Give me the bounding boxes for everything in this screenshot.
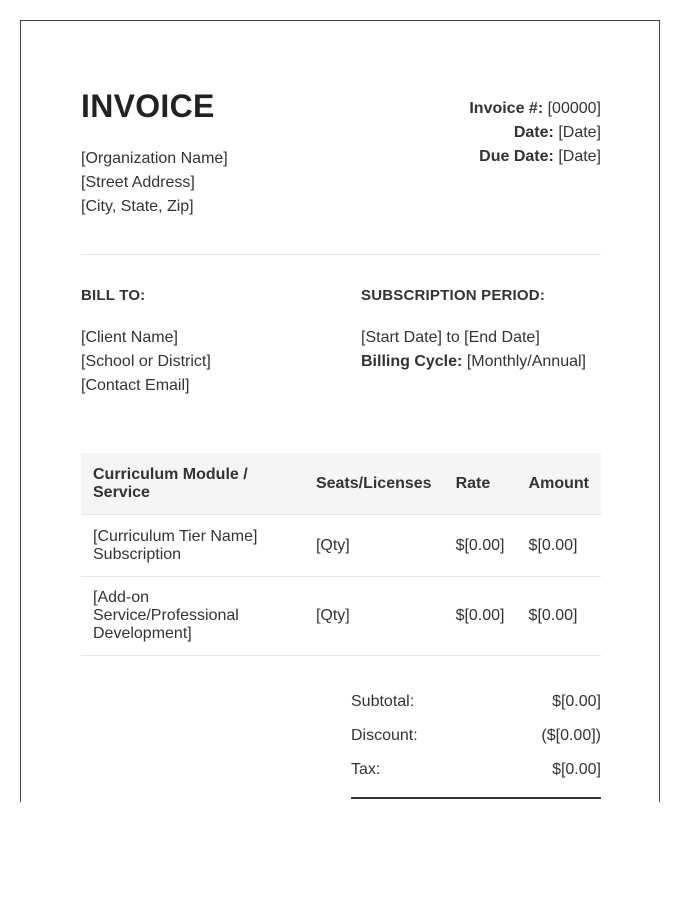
table-header-row xyxy=(81,453,601,515)
invoice-page xyxy=(20,20,660,802)
organization-address xyxy=(81,147,228,219)
tax-label: Tax: xyxy=(351,761,381,778)
subtotal-row xyxy=(351,689,601,723)
organization-street: [Street Address] xyxy=(81,174,195,191)
billing-cycle-line xyxy=(361,350,586,374)
subtotal-label: Subtotal: xyxy=(351,693,415,710)
subscription-period-section xyxy=(361,286,586,374)
invoice-date-line xyxy=(469,121,601,145)
due-date-value: [Date] xyxy=(558,148,601,165)
bill-to-heading: BILL TO: xyxy=(81,287,146,304)
discount-value: ($[0.00]) xyxy=(541,727,601,744)
header-divider xyxy=(81,254,601,255)
item-amount: $[0.00] xyxy=(517,515,601,577)
discount-row xyxy=(351,723,601,757)
column-header-seats: Seats/Licenses xyxy=(305,453,444,515)
bill-to-section xyxy=(81,286,211,398)
item-rate: $[0.00] xyxy=(444,577,517,656)
discount-label: Discount: xyxy=(351,727,418,744)
item-amount: $[0.00] xyxy=(517,577,601,656)
item-rate: $[0.00] xyxy=(444,515,517,577)
bill-to-details xyxy=(81,326,211,398)
invoice-meta xyxy=(469,97,601,169)
subtotal-value: $[0.00] xyxy=(552,693,601,710)
tax-row xyxy=(351,757,601,791)
totals-section xyxy=(351,689,601,791)
subscription-period-range: [Start Date] to [End Date] xyxy=(361,329,540,346)
due-date-line xyxy=(469,145,601,169)
billing-cycle-label: Billing Cycle: xyxy=(361,353,463,370)
invoice-number-value: [00000] xyxy=(547,100,601,117)
line-items-table xyxy=(81,453,601,656)
due-date-label: Due Date: xyxy=(479,148,554,165)
invoice-date-value: [Date] xyxy=(558,124,601,141)
column-header-amount: Amount xyxy=(517,453,601,515)
subscription-period-heading: SUBSCRIPTION PERIOD: xyxy=(361,287,546,304)
invoice-number-line xyxy=(469,97,601,121)
table-row xyxy=(81,515,601,577)
organization-city: [City, State, Zip] xyxy=(81,198,194,215)
item-description: [Add-on Service/Professional Development] xyxy=(81,577,305,656)
item-description: [Curriculum Tier Name] Subscription xyxy=(81,515,305,577)
invoice-date-label: Date: xyxy=(513,124,554,141)
subscription-details xyxy=(361,326,586,374)
billing-cycle-value: [Monthly/Annual] xyxy=(466,353,586,370)
invoice-title: INVOICE xyxy=(81,88,215,124)
invoice-number-label: Invoice #: xyxy=(469,100,544,117)
column-header-module: Curriculum Module / Service xyxy=(81,453,305,515)
totals-divider xyxy=(351,797,601,799)
tax-value: $[0.00] xyxy=(552,761,601,778)
school-district: [School or District] xyxy=(81,353,211,370)
table-row xyxy=(81,577,601,656)
column-header-rate: Rate xyxy=(444,453,517,515)
item-quantity: [Qty] xyxy=(305,577,444,656)
contact-email: [Contact Email] xyxy=(81,377,190,394)
item-quantity: [Qty] xyxy=(305,515,444,577)
client-name: [Client Name] xyxy=(81,329,178,346)
organization-name: [Organization Name] xyxy=(81,150,228,167)
